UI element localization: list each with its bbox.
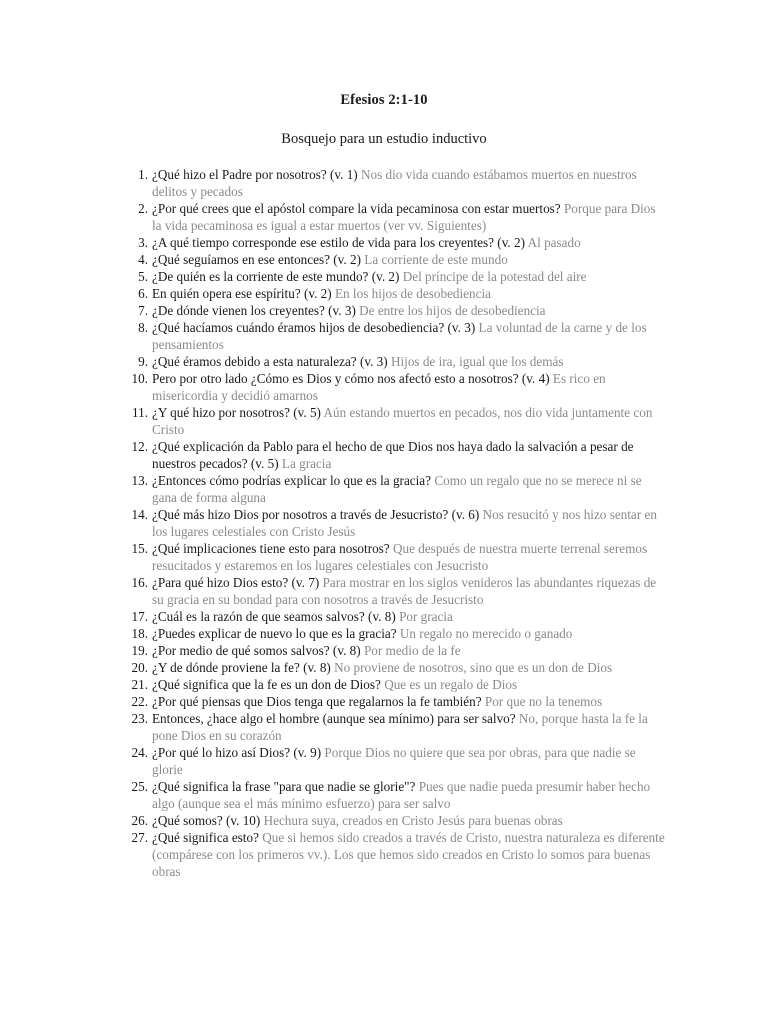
answer-text: Porque Dios no quiere que sea por obras, para que nadie se glorie <box>152 745 636 777</box>
question-item <box>120 574 665 608</box>
question-text: ¿Qué significa la frase "para que nadie se glorie"? <box>152 779 416 794</box>
question-text: ¿Por qué piensas que Dios tenga que regalarnos la fe también? <box>152 694 482 709</box>
question-text: ¿Por qué crees que el apóstol compare la vida pecaminosa con estar muertos? <box>152 201 561 216</box>
question-item <box>120 353 665 370</box>
question-item <box>120 608 665 625</box>
answer-text: Para mostrar en los siglos venideros las abundantes riquezas de su gracia en su bondad para con nosotros a través de Jesucristo <box>152 575 657 607</box>
question-text: ¿Cuál es la razón de que seamos salvos? (v. 8) <box>152 609 396 624</box>
question-item <box>120 659 665 676</box>
question-item <box>120 693 665 710</box>
question-item <box>120 778 665 812</box>
question-item <box>120 829 665 880</box>
question-text: ¿Qué significa que la fe es un don de Dios? <box>152 677 381 692</box>
answer-text: Por gracia <box>399 609 453 624</box>
question-item <box>120 438 665 472</box>
question-number: 8. <box>138 320 148 335</box>
question-number: 15. <box>131 541 148 556</box>
answer-text: Hijos de ira, igual que los demás <box>390 354 564 369</box>
answer-text: La gracia <box>281 456 332 471</box>
question-text: ¿Qué seguíamos en ese entonces? (v. 2) <box>152 252 361 267</box>
question-number: 22. <box>131 694 148 709</box>
answer-text: Es rico en misericordia y decidió amarnos <box>152 371 606 403</box>
document-title: Efesios 2:1-10 <box>340 92 428 108</box>
document-subtitle: Bosquejo para un estudio inductivo <box>281 131 487 147</box>
question-item <box>120 744 665 778</box>
question-number: 21. <box>131 677 148 692</box>
question-text: ¿Qué significa esto? <box>152 830 259 845</box>
question-item <box>120 370 665 404</box>
answer-text: Nos resucitó y nos hizo sentar en los lugares celestiales con Cristo Jesús <box>152 507 657 539</box>
question-text: ¿Para qué hizo Dios esto? (v. 7) <box>152 575 320 590</box>
answer-text: En los hijos de desobediencia <box>334 286 491 301</box>
question-number: 26. <box>131 813 148 828</box>
question-item <box>120 200 665 234</box>
answer-text: La voluntad de la carne y de los pensamientos <box>152 320 647 352</box>
answer-text: Un regalo no merecido o ganado <box>399 626 573 641</box>
question-text: ¿Qué explicación da Pablo para el hecho de que Dios nos haya dado la salvación a pesar de nuestros pecados? (v. 5) <box>152 439 634 471</box>
question-item <box>120 540 665 574</box>
answer-text: Porque para Dios la vida pecaminosa es igual a estar muertos (ver vv. Siguientes) <box>152 201 656 233</box>
question-item <box>120 812 665 829</box>
question-item <box>120 676 665 693</box>
answer-text: La corriente de este mundo <box>364 252 508 267</box>
question-number: 18. <box>131 626 148 641</box>
question-number: 16. <box>131 575 148 590</box>
question-item <box>120 710 665 744</box>
question-text: ¿Entonces cómo podrías explicar lo que es la gracia? <box>152 473 432 488</box>
question-number: 2. <box>138 201 148 216</box>
question-text: ¿Por qué lo hizo así Dios? (v. 9) <box>152 745 322 760</box>
question-text: ¿A qué tiempo corresponde ese estilo de vida para los creyentes? (v. 2) <box>152 235 526 250</box>
question-number: 1. <box>138 167 148 182</box>
question-item <box>120 642 665 659</box>
question-text: ¿Y qué hizo por nosotros? (v. 5) <box>152 405 321 420</box>
question-item <box>120 625 665 642</box>
question-number: 9. <box>138 354 148 369</box>
question-number: 14. <box>131 507 148 522</box>
question-number: 19. <box>131 643 148 658</box>
question-item <box>120 268 665 285</box>
answer-text: Hechura suya, creados en Cristo Jesús para buenas obras <box>263 813 563 828</box>
question-number: 4. <box>138 252 148 267</box>
question-number: 10. <box>131 371 148 386</box>
question-number: 11. <box>132 405 148 420</box>
question-text: ¿Qué implicaciones tiene esto para nosotros? <box>152 541 390 556</box>
question-text: ¿Y de dónde proviene la fe? (v. 8) <box>152 660 331 675</box>
question-text: ¿De dónde vienen los creyentes? (v. 3) <box>152 303 356 318</box>
question-list <box>120 166 665 880</box>
question-number: 13. <box>131 473 148 488</box>
answer-text: Al pasado <box>527 235 581 250</box>
question-item <box>120 234 665 251</box>
question-number: 24. <box>131 745 148 760</box>
question-text: En quién opera ese espíritu? (v. 2) <box>152 286 332 301</box>
question-text: ¿Por medio de qué somos salvos? (v. 8) <box>152 643 361 658</box>
question-item <box>120 251 665 268</box>
answer-text: Aún estando muertos en pecados, nos dio vida juntamente con Cristo <box>152 405 653 437</box>
question-text: Pero por otro lado ¿Cómo es Dios y cómo nos afectó esto a nosotros? (v. 4) <box>152 371 550 386</box>
question-number: 23. <box>131 711 148 726</box>
answer-text: Del príncipe de la potestad del aire <box>402 269 587 284</box>
question-number: 12. <box>131 439 148 454</box>
answer-text: Como un regalo que no se merece ni se gana de forma alguna <box>152 473 642 505</box>
answer-text: De entre los hijos de desobediencia <box>359 303 546 318</box>
question-number: 6. <box>138 286 148 301</box>
question-item <box>120 285 665 302</box>
question-text: ¿Puedes explicar de nuevo lo que es la gracia? <box>152 626 397 641</box>
question-number: 20. <box>131 660 148 675</box>
question-number: 17. <box>131 609 148 624</box>
question-item <box>120 506 665 540</box>
question-item <box>120 302 665 319</box>
question-item <box>120 319 665 353</box>
question-number: 27. <box>131 830 148 845</box>
question-item <box>120 166 665 200</box>
answer-text: Que después de nuestra muerte terrenal seremos resucitados y estaremos en los lugares celestiales con Jesucristo <box>152 541 648 573</box>
question-text: ¿Qué somos? (v. 10) <box>152 813 261 828</box>
answer-text: Que si hemos sido creados a través de Cristo, nuestra naturaleza es diferente (compárese con los primeros vv.). Los que hemos sido creados en Cristo lo somos para buenas obras <box>152 830 665 879</box>
question-text: ¿Qué hizo el Padre por nosotros? (v. 1) <box>152 167 358 182</box>
question-number: 7. <box>138 303 148 318</box>
question-text: ¿Qué más hizo Dios por nosotros a través de Jesucristo? (v. 6) <box>152 507 480 522</box>
answer-text: Nos dio vida cuando estábamos muertos en nuestros delitos y pecados <box>152 167 637 199</box>
answer-text: No proviene de nosotros, sino que es un don de Dios <box>334 660 613 675</box>
question-text: ¿Qué éramos debido a esta naturaleza? (v. 3) <box>152 354 388 369</box>
question-number: 3. <box>138 235 148 250</box>
question-number: 5. <box>138 269 148 284</box>
answer-text: No, porque hasta la fe la pone Dios en su corazón <box>152 711 648 743</box>
question-text: Entonces, ¿hace algo el hombre (aunque sea mínimo) para ser salvo? <box>152 711 516 726</box>
answer-text: Por que no la tenemos <box>484 694 603 709</box>
answer-text: Pues que nadie pueda presumir haber hecho algo (aunque sea el más mínimo esfuerzo) para ser salvo <box>152 779 651 811</box>
question-item <box>120 404 665 438</box>
question-item <box>120 472 665 506</box>
answer-text: Que es un regalo de Dios <box>384 677 518 692</box>
question-text: ¿De quién es la corriente de este mundo? (v. 2) <box>152 269 400 284</box>
question-text: ¿Qué hacíamos cuándo éramos hijos de desobediencia? (v. 3) <box>152 320 476 335</box>
answer-text: Por medio de la fe <box>363 643 461 658</box>
question-number: 25. <box>131 779 148 794</box>
